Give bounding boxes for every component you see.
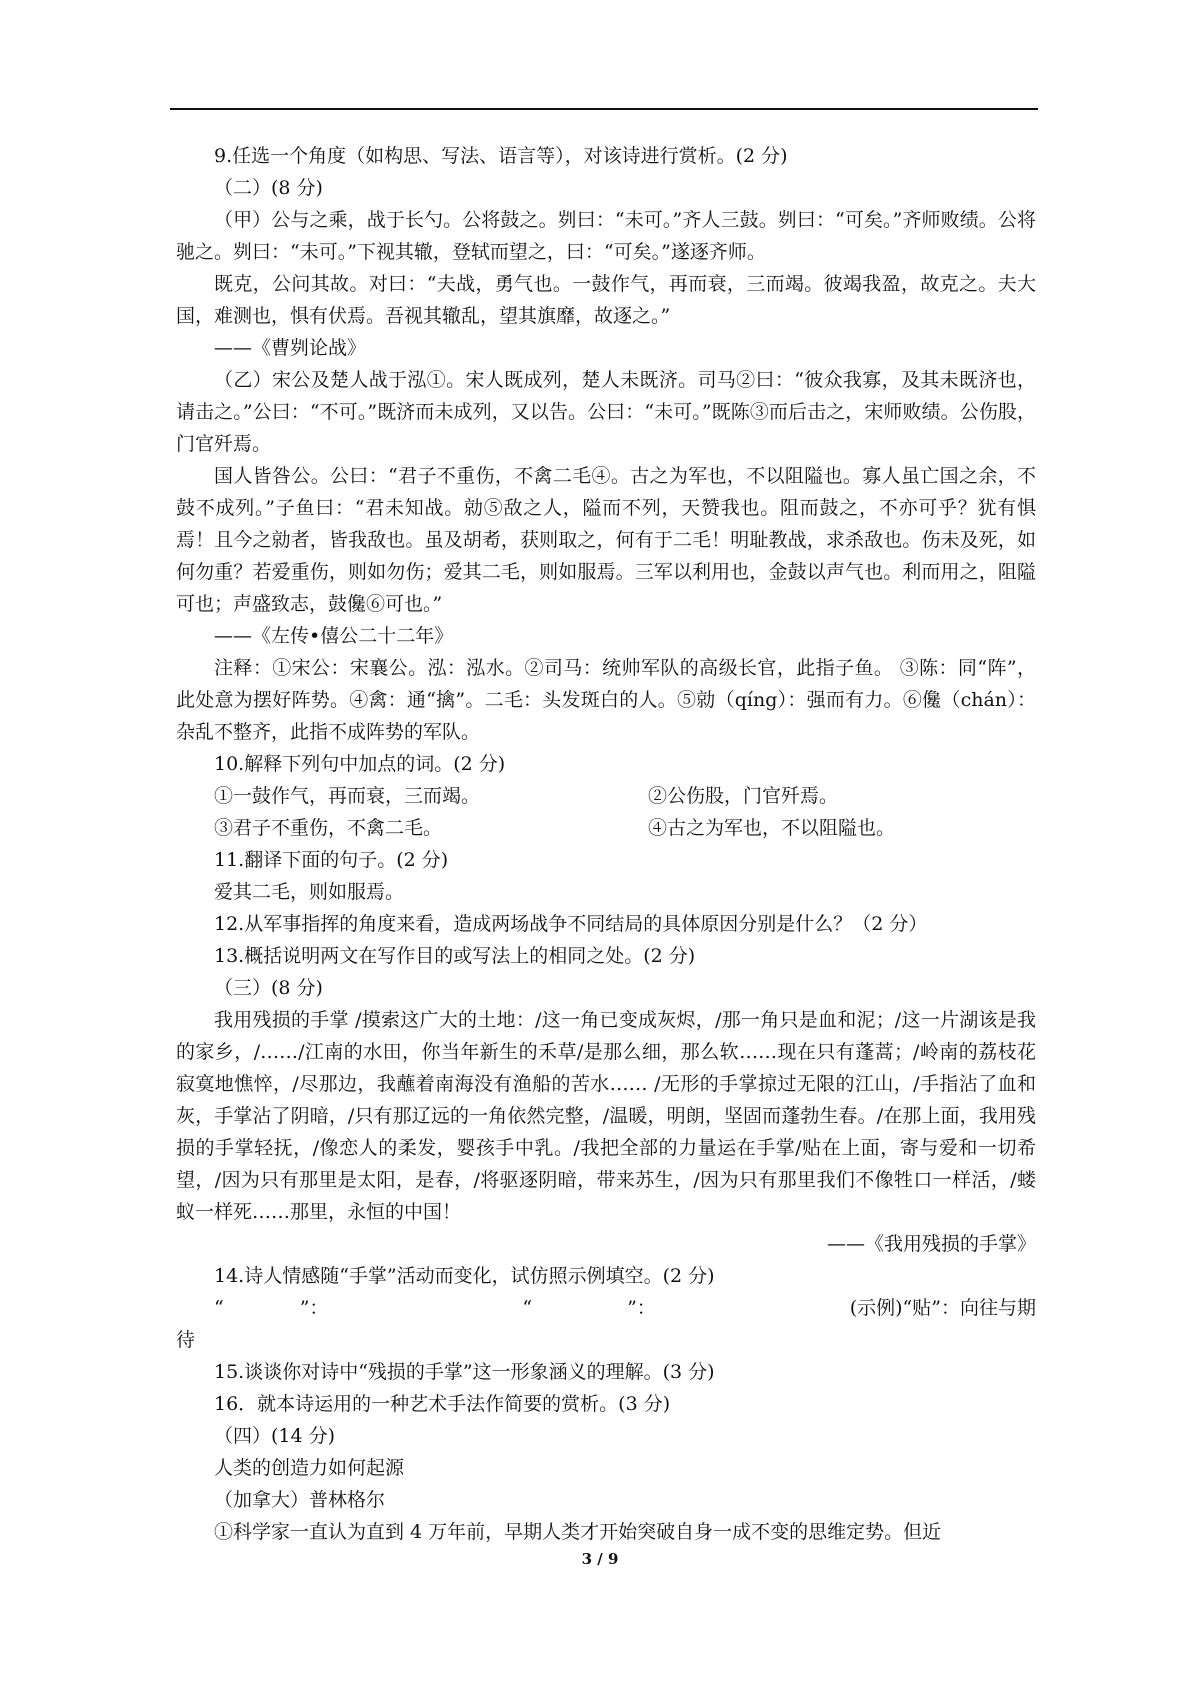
article-author: （加拿大）普林格尔 — [214, 1489, 386, 1511]
text-jia-para-1: （甲）公与之乘，战于长勺。公将鼓之。刿曰：“未可。”齐人三鼓。刿曰：“可矣。”齐师败绩。公将驰之。刿曰：“未可。”下视其辙，登轼而望之，曰：“可矣。”遂逐齐师。 — [176, 209, 1036, 263]
question-10-item-4: ④古之为军也，不以阻隘也。 — [648, 817, 896, 839]
question-13: 13.概括说明两文在写作目的或写法上的相同之处。(2 分) — [214, 945, 696, 967]
question-11: 11.翻译下面的句子。(2 分) — [214, 849, 449, 871]
page-number: 3 / 9 — [581, 1550, 619, 1568]
text-jia-para-2: 既克，公问其故。对曰：“夫战，勇气也。一鼓作气，再而衰，三而竭。彼竭我盈，故克之。夫大国，难测也，惧有伏焉。吾视其辙乱，望其旗靡，故逐之。” — [176, 273, 1036, 327]
question-10: 10.解释下列句中加点的词。(2 分) — [214, 753, 506, 775]
question-14-tail: 待 — [176, 1329, 196, 1351]
question-14: 14.诗人情感随“手掌”活动而变化，试仿照示例填空。(2 分) — [214, 1265, 715, 1287]
source-cao-gui: ——《曹刿论战》 — [214, 337, 367, 359]
question-10-item-2: ②公伤股，门官歼焉。 — [648, 785, 839, 807]
example: (示例)“贴”：向往与期 — [849, 1297, 1036, 1319]
question-14-blanks — [176, 1292, 1036, 1324]
text-yi-para-2: 国人皆咎公。公曰：“君子不重伤，不禽二毛④。古之为军也，不以阻隘也。寡人虽亡国之余，不鼓不成列。”子鱼曰：“君未知战。勍⑤敌之人，隘而不列，天赞我也。阻而鼓之，不亦可乎？犹有惧焉！且今之勍者，皆我敌也。虽及胡耇，获则取之，何有于二毛！明耻教战，求杀敌也。伤未及死，如何勿重？若爱重伤，则如勿伤；爱其二毛，则如服焉。三军以利用也，金鼓以声气也。利而用之，阻隘可也；声盛致志，鼓儳⑥可也。” — [176, 465, 1036, 615]
article-title: 人类的创造力如何起源 — [214, 1457, 405, 1479]
poem-text: 我用残损的手掌 /摸索这广大的土地：/这一角已变成灰烬，/那一角只是血和泥；/这一片湖该是我的家乡，/……/江南的水田，你当年新生的禾草/是那么细，那么软……现在只有蓬蒿；/岭南的荔枝花寂寞地憔悴，/尽那边，我蘸着南海没有渔船的苦水…… /无形的手掌掠过无限的江山，/手指沾了血和灰，手掌沾了阴暗，/只有那辽远的一角依然完整，/温暖，明朗，坚固而蓬勃生春。/在那上面，我用残损的手掌轻抚，/像恋人的柔发，婴孩手中乳。/我把全部的力量运在手掌/贴在上面，寄与爱和一切希望，/因为只有那里是太阳，是春，/将驱逐阴暗，带来苏生，/因为只有那里我们不像牲口一样活，/蝼蚁一样死……那里，永恒的中国！ — [176, 1009, 1036, 1223]
section-2-heading: （二）(8 分) — [214, 177, 323, 199]
question-10-item-3: ③君子不重伤，不禽二毛。 — [214, 817, 443, 839]
section-4-heading: （四）(14 分) — [214, 1425, 336, 1447]
question-16: 16．就本诗运用的一种艺术手法作简要的赏析。(3 分) — [214, 1393, 671, 1415]
question-11-sentence: 爱其二毛，则如服焉。 — [214, 881, 405, 903]
question-10-items-row-1 — [176, 780, 1036, 812]
article-paragraph-1: ①科学家一直认为直到 4 万年前，早期人类才开始突破自身一成不变的思维定势。但近 — [214, 1521, 942, 1543]
source-zuozhuan: ——《左传•僖公二十二年》 — [214, 625, 454, 647]
document-body — [176, 140, 1036, 1548]
question-15: 15.谈谈你对诗中“残损的手掌”这一形象涵义的理解。(3 分) — [214, 1361, 715, 1383]
question-10-items-row-2 — [176, 812, 1036, 844]
blank-1: “ ”： — [214, 1297, 329, 1319]
blank-2: “ ”： — [522, 1297, 656, 1319]
header-rule — [170, 108, 1038, 110]
text-yi-para-1: （乙）宋公及楚人战于泓①。宋人既成列，楚人未既济。司马②曰：“彼众我寡，及其未既济也，请击之。”公曰：“不可。”既济而未成列，又以告。公曰：“未可。”既陈③而后击之，宋师败绩。公伤股，门官歼焉。 — [176, 369, 1036, 455]
question-9: 9.任选一个角度（如构思、写法、语言等），对该诗进行赏析。(2 分) — [214, 145, 788, 167]
annotations: 注释：①宋公：宋襄公。泓：泓水。②司马：统帅军队的高级长官，此指子鱼。 ③陈：同“阵”，此处意为摆好阵势。④禽：通“擒”。二毛：头发斑白的人。⑤勍（qíng）：强而有力。⑥儳（chán）：杂乱不整齐，此指不成阵势的军队。 — [176, 657, 1036, 743]
source-poem: ——《我用残损的手掌》 — [826, 1233, 1036, 1255]
section-3-heading: （三）(8 分) — [214, 977, 323, 999]
question-10-item-1: ①一鼓作气，再而衰，三而竭。 — [214, 785, 481, 807]
question-12: 12.从军事指挥的角度来看，造成两场战争不同结局的具体原因分别是什么？（2 分） — [214, 913, 928, 935]
